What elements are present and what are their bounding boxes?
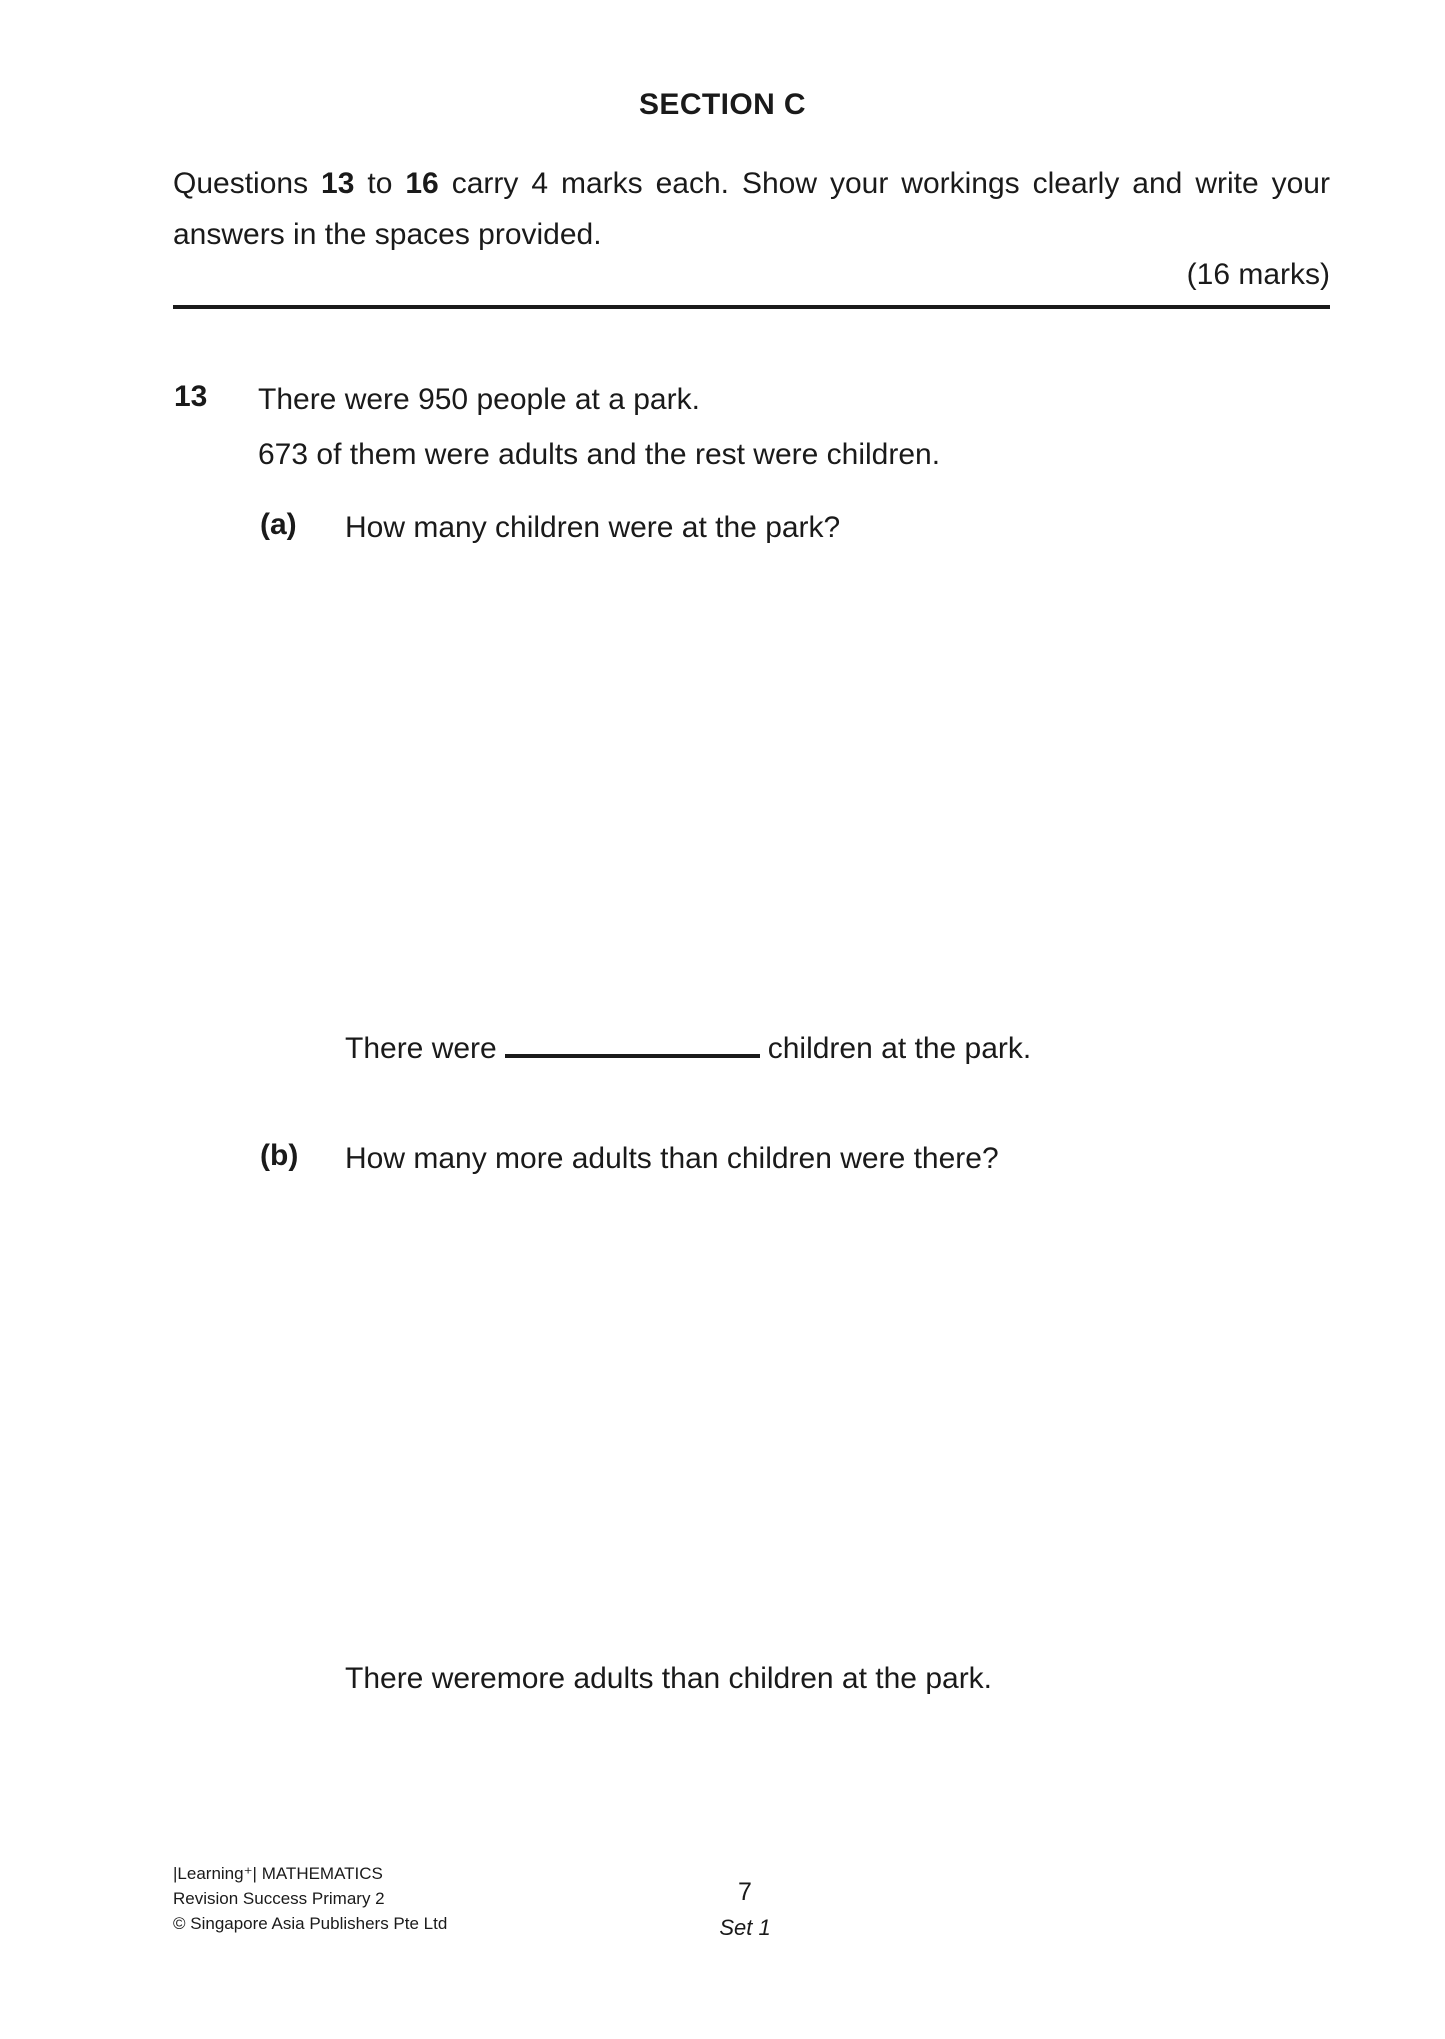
part-b-answer-suffix: more adults than children at the park. — [496, 1662, 993, 1695]
question-number: 13 — [174, 380, 208, 413]
instructions-suffix: carry 4 marks each. Show your workings clearly and write your answers in the spaces provided. — [173, 167, 1330, 251]
page-number: 7 — [738, 1878, 752, 1906]
part-a-working-space[interactable] — [345, 570, 1330, 1010]
footer-line-2: Revision Success Primary 2 — [173, 1889, 385, 1908]
instructions-prefix: Questions — [173, 167, 322, 200]
part-a-prompt: How many children were at the park? — [345, 511, 841, 544]
part-a-label: (a) — [260, 508, 297, 541]
part-b-working-space[interactable] — [345, 1200, 1330, 1640]
footer-line-1: |Learning⁺| MATHEMATICS — [173, 1864, 383, 1883]
part-b-answer-statement — [345, 1652, 1245, 1706]
part-b-prompt: How many more adults than children were there? — [345, 1142, 999, 1175]
part-b-label: (b) — [260, 1139, 299, 1172]
section-divider — [173, 305, 1330, 309]
instructions-question-from: 13 — [321, 167, 355, 200]
question-stem-line-1: There were 950 people at a park. — [258, 383, 700, 416]
part-a-answer-statement — [345, 1022, 1345, 1076]
question-stem-line-2: 673 of them were adults and the rest were children. — [258, 438, 941, 471]
part-a-answer-prefix: There were — [345, 1032, 497, 1065]
footer-line-3: © Singapore Asia Publishers Pte Ltd — [173, 1914, 448, 1933]
section-title: SECTION C — [639, 88, 806, 121]
instructions-question-to: 16 — [405, 167, 439, 200]
part-a-answer-blank[interactable] — [505, 1032, 760, 1058]
section-marks: (16 marks) — [1186, 258, 1330, 291]
part-b-answer-prefix: There were — [345, 1662, 497, 1695]
set-label: Set 1 — [719, 1915, 771, 1940]
instructions-mid: to — [354, 167, 406, 200]
part-a-answer-suffix: children at the park. — [767, 1032, 1032, 1065]
section-instructions — [173, 158, 1330, 260]
